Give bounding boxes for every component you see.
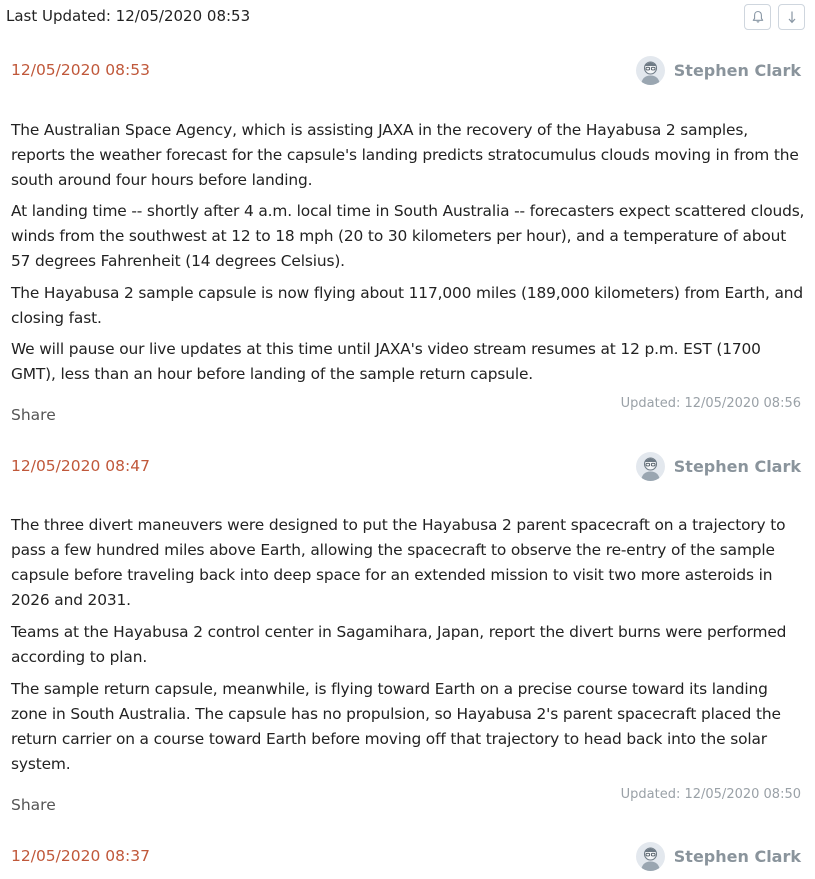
entry-author: [636, 842, 801, 871]
entry-paragraph: At landing time -- shortly after 4 a.m. local time in South Australia -- forecasters expect scattered clouds, winds from the southwest at 12 to 18 mph (20 to 30 kilometers per hour), and a temperature of about 57 degrees Fahrenheit (14 degrees Celsius).: [11, 202, 805, 270]
notifications-button[interactable]: [744, 4, 771, 30]
bell-icon: [751, 10, 765, 24]
share-link[interactable]: Share: [11, 406, 56, 424]
author-name: Stephen Clark: [673, 457, 801, 476]
author-name: Stephen Clark: [673, 61, 801, 80]
user-avatar-icon: [636, 56, 665, 85]
entry-paragraph: The Hayabusa 2 sample capsule is now flying about 117,000 miles (189,000 kilometers) from Earth, and closing fast.: [11, 284, 803, 327]
updated-timestamp: Updated: 12/05/2020 08:56: [620, 396, 801, 411]
user-avatar-icon: [636, 842, 665, 871]
entry-author: [636, 56, 801, 85]
entry-timestamp: 12/05/2020 08:37: [11, 847, 150, 865]
entry-author: [636, 452, 801, 481]
arrow-down-icon: [786, 10, 798, 24]
user-avatar-icon: [636, 452, 665, 481]
author-name: Stephen Clark: [673, 847, 801, 866]
entry-paragraph: The three divert maneuvers were designed to put the Hayabusa 2 parent spacecraft on a trajectory to pass a few hundred miles above Earth, allowing the spacecraft to observe the re-entry of the sample capsule before traveling back into deep space for an extended mission to visit two more asteroids in 2026 and 2031.: [11, 516, 786, 609]
entry-paragraph: Teams at the Hayabusa 2 control center in Sagamihara, Japan, report the divert burns were performed according to plan.: [11, 623, 787, 666]
share-link[interactable]: Share: [11, 796, 56, 814]
updated-timestamp: Updated: 12/05/2020 08:50: [620, 787, 801, 802]
entry-paragraph: We will pause our live updates at this time until JAXA's video stream resumes at 12 p.m. EST (1700 GMT), less than an hour before landing of the sample return capsule.: [11, 340, 761, 383]
entry-timestamp: 12/05/2020 08:47: [11, 457, 150, 475]
entry-paragraph: The Australian Space Agency, which is assisting JAXA in the recovery of the Hayabusa 2 samples, reports the weather forecast for the capsule's landing predicts stratocumulus clouds moving in from the south around four hours before landing.: [11, 121, 799, 189]
entry-paragraph: The sample return capsule, meanwhile, is flying toward Earth on a precise course toward its landing zone in South Australia. The capsule has no propulsion, so Hayabusa 2's parent spacecraft placed the return carrier on a course toward Earth before moving off that trajectory to head back into the solar system.: [11, 680, 781, 773]
entry-timestamp: 12/05/2020 08:53: [11, 61, 150, 79]
last-updated-text: Last Updated: 12/05/2020 08:53: [6, 7, 251, 25]
live-blog-header: [0, 0, 815, 36]
scroll-to-latest-button[interactable]: [778, 4, 805, 30]
